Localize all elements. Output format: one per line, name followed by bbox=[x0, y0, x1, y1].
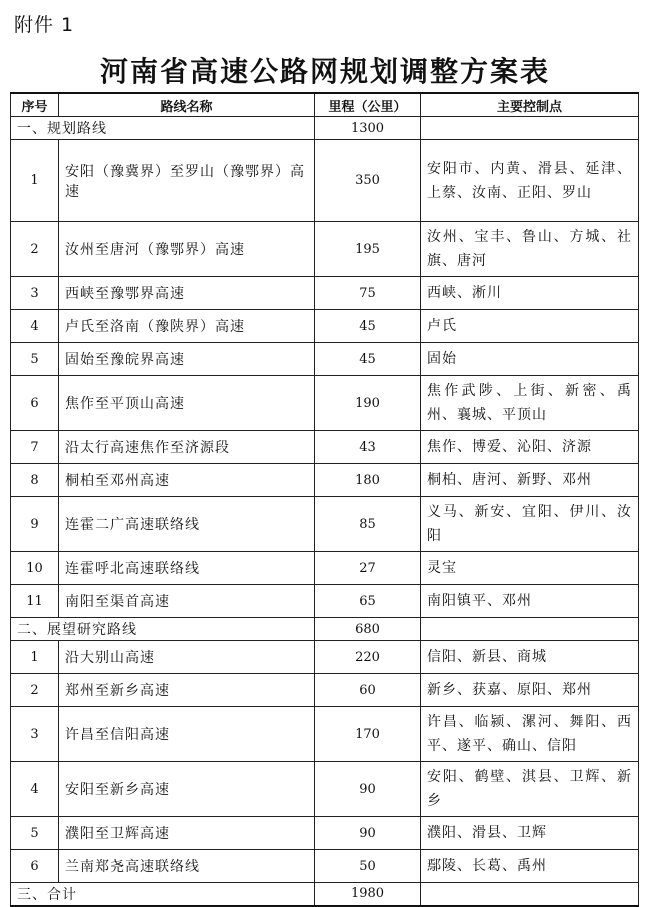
row-number: 2 bbox=[11, 222, 59, 277]
section-prospective-mileage: 680 bbox=[315, 618, 421, 641]
table-row bbox=[11, 850, 639, 883]
section-total-control bbox=[421, 883, 639, 906]
row-number: 4 bbox=[11, 310, 59, 343]
row-number: 1 bbox=[11, 641, 59, 674]
row-number: 4 bbox=[11, 762, 59, 817]
route-name: 安阳至新乡高速 bbox=[59, 762, 315, 817]
row-number: 2 bbox=[11, 674, 59, 707]
route-mileage: 45 bbox=[315, 310, 421, 343]
section-planned-mileage: 1300 bbox=[315, 117, 421, 140]
control-points: 信阳、新县、商城 bbox=[421, 641, 639, 674]
control-points: 焦作、博爱、沁阳、济源 bbox=[421, 431, 639, 464]
route-name: 汝州至唐河（豫鄂界）高速 bbox=[59, 222, 315, 277]
table-row bbox=[11, 277, 639, 310]
control-points: 焦作武陟、上街、新密、禹州、襄城、平顶山 bbox=[421, 376, 639, 431]
control-points: 汝州、宝丰、鲁山、方城、社旗、唐河 bbox=[421, 222, 639, 277]
row-number: 7 bbox=[11, 431, 59, 464]
control-points: 新乡、获嘉、原阳、郑州 bbox=[421, 674, 639, 707]
control-points: 固始 bbox=[421, 343, 639, 376]
table-row bbox=[11, 674, 639, 707]
route-mileage: 180 bbox=[315, 464, 421, 497]
table-row bbox=[11, 464, 639, 497]
route-name: 濮阳至卫辉高速 bbox=[59, 817, 315, 850]
route-mileage: 220 bbox=[315, 641, 421, 674]
control-points: 桐柏、唐河、新野、邓州 bbox=[421, 464, 639, 497]
table-row bbox=[11, 585, 639, 618]
table-row bbox=[11, 552, 639, 585]
table-row bbox=[11, 310, 639, 343]
route-name: 兰南郑尧高速联络线 bbox=[59, 850, 315, 883]
control-points: 南阳镇平、邓州 bbox=[421, 585, 639, 618]
route-name: 许昌至信阳高速 bbox=[59, 707, 315, 762]
route-name: 西峡至豫鄂界高速 bbox=[59, 277, 315, 310]
section-planned-row bbox=[11, 117, 639, 140]
row-number: 5 bbox=[11, 817, 59, 850]
route-mileage: 27 bbox=[315, 552, 421, 585]
route-mileage: 50 bbox=[315, 850, 421, 883]
table-row bbox=[11, 343, 639, 376]
row-number: 10 bbox=[11, 552, 59, 585]
control-points: 安阳市、内黄、滑县、延津、上蔡、汝南、正阳、罗山 bbox=[421, 140, 639, 222]
header-mileage: 里程（公里） bbox=[315, 93, 421, 117]
route-name: 沿大别山高速 bbox=[59, 641, 315, 674]
route-name: 南阳至渠首高速 bbox=[59, 585, 315, 618]
route-mileage: 350 bbox=[315, 140, 421, 222]
control-points: 西峡、淅川 bbox=[421, 277, 639, 310]
header-no: 序号 bbox=[11, 93, 59, 117]
control-points: 义马、新安、宜阳、伊川、汝阳 bbox=[421, 497, 639, 552]
table-header-row bbox=[11, 93, 639, 117]
route-name: 连霍二广高速联络线 bbox=[59, 497, 315, 552]
route-mileage: 90 bbox=[315, 762, 421, 817]
route-name: 桐柏至邓州高速 bbox=[59, 464, 315, 497]
route-mileage: 190 bbox=[315, 376, 421, 431]
section-total-label: 三、合计 bbox=[11, 883, 315, 906]
route-mileage: 43 bbox=[315, 431, 421, 464]
plan-table bbox=[10, 92, 639, 907]
row-number: 3 bbox=[11, 277, 59, 310]
table-row bbox=[11, 817, 639, 850]
attachment-label: 附件 1 bbox=[14, 14, 75, 36]
row-number: 6 bbox=[11, 376, 59, 431]
table-row bbox=[11, 140, 639, 222]
row-number: 1 bbox=[11, 140, 59, 222]
section-planned-label: 一、规划路线 bbox=[11, 117, 315, 140]
table-row bbox=[11, 707, 639, 762]
route-name: 固始至豫皖界高速 bbox=[59, 343, 315, 376]
route-name: 焦作至平顶山高速 bbox=[59, 376, 315, 431]
route-name: 沿太行高速焦作至济源段 bbox=[59, 431, 315, 464]
route-mileage: 45 bbox=[315, 343, 421, 376]
table-row bbox=[11, 497, 639, 552]
route-mileage: 75 bbox=[315, 277, 421, 310]
header-control: 主要控制点 bbox=[421, 93, 639, 117]
row-number: 11 bbox=[11, 585, 59, 618]
control-points: 安阳、鹤壁、淇县、卫辉、新乡 bbox=[421, 762, 639, 817]
row-number: 9 bbox=[11, 497, 59, 552]
control-points: 濮阳、滑县、卫辉 bbox=[421, 817, 639, 850]
table-row bbox=[11, 762, 639, 817]
section-prospective-row bbox=[11, 618, 639, 641]
route-mileage: 90 bbox=[315, 817, 421, 850]
row-number: 8 bbox=[11, 464, 59, 497]
section-prospective-control bbox=[421, 618, 639, 641]
table-row bbox=[11, 222, 639, 277]
table-row bbox=[11, 641, 639, 674]
route-name: 卢氏至洛南（豫陕界）高速 bbox=[59, 310, 315, 343]
route-name: 安阳（豫冀界）至罗山（豫鄂界）高速 bbox=[59, 140, 315, 222]
section-prospective-label: 二、展望研究路线 bbox=[11, 618, 315, 641]
section-planned-control bbox=[421, 117, 639, 140]
route-name: 连霍呼北高速联络线 bbox=[59, 552, 315, 585]
route-mileage: 60 bbox=[315, 674, 421, 707]
route-mileage: 195 bbox=[315, 222, 421, 277]
table-row bbox=[11, 431, 639, 464]
route-mileage: 170 bbox=[315, 707, 421, 762]
control-points: 卢氏 bbox=[421, 310, 639, 343]
control-points: 许昌、临颍、漯河、舞阳、西平、遂平、确山、信阳 bbox=[421, 707, 639, 762]
row-number: 6 bbox=[11, 850, 59, 883]
table-row bbox=[11, 376, 639, 431]
route-mileage: 85 bbox=[315, 497, 421, 552]
section-total-row bbox=[11, 883, 639, 906]
route-mileage: 65 bbox=[315, 585, 421, 618]
route-name: 郑州至新乡高速 bbox=[59, 674, 315, 707]
control-points: 鄢陵、长葛、禹州 bbox=[421, 850, 639, 883]
row-number: 5 bbox=[11, 343, 59, 376]
header-name: 路线名称 bbox=[59, 93, 315, 117]
control-points: 灵宝 bbox=[421, 552, 639, 585]
page-title: 河南省高速公路网规划调整方案表 bbox=[99, 55, 550, 88]
section-total-mileage: 1980 bbox=[315, 883, 421, 906]
row-number: 3 bbox=[11, 707, 59, 762]
